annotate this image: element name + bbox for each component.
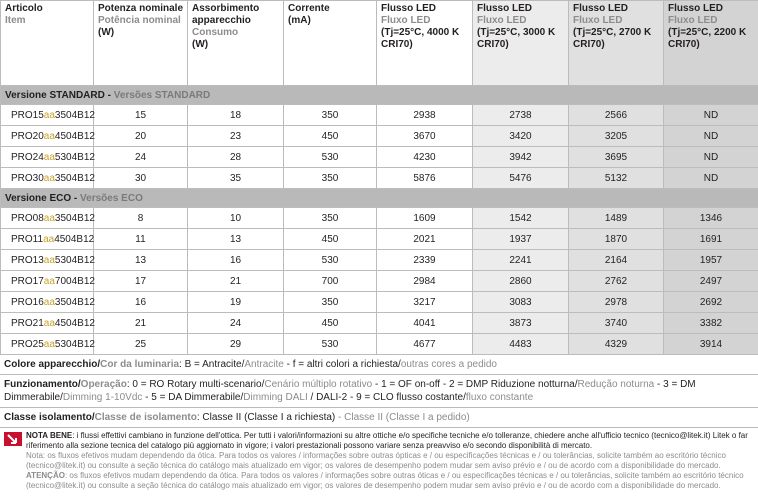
code-variant: aa bbox=[43, 151, 55, 163]
section-eco-it: Versione ECO bbox=[5, 192, 72, 204]
cell-consumption: 10 bbox=[188, 208, 284, 229]
table-row bbox=[1, 126, 758, 147]
cell-current: 350 bbox=[284, 292, 377, 313]
cell-flux-2200k: 1346 bbox=[664, 208, 758, 229]
cell-flux-2200k: 2497 bbox=[664, 271, 758, 292]
item-code bbox=[1, 292, 94, 313]
cell-flux-2200k: 2692 bbox=[664, 292, 758, 313]
table-row bbox=[1, 168, 758, 189]
cell-flux-3000k: 3083 bbox=[473, 292, 569, 313]
cell-flux-4000k: 3670 bbox=[377, 126, 473, 147]
table-row bbox=[1, 313, 758, 334]
code-part: 3504B12 bbox=[54, 296, 95, 308]
table-row bbox=[1, 105, 758, 126]
cell-current: 350 bbox=[284, 168, 377, 189]
cell-consumption: 28 bbox=[188, 147, 284, 168]
cell-flux-2200k: 3914 bbox=[664, 334, 758, 355]
cell-current: 700 bbox=[284, 271, 377, 292]
cell-flux-4000k: 2339 bbox=[377, 250, 473, 271]
cell-flux-4000k: 4041 bbox=[377, 313, 473, 334]
cell-consumption: 13 bbox=[188, 229, 284, 250]
code-part: 4504B12 bbox=[54, 233, 95, 245]
cell-flux-2200k: ND bbox=[664, 105, 758, 126]
cell-flux-2700k: 2164 bbox=[569, 250, 664, 271]
cell-flux-2700k: 2566 bbox=[569, 105, 664, 126]
cell-flux-2700k: 3695 bbox=[569, 147, 664, 168]
table-row bbox=[1, 334, 758, 355]
table-row bbox=[1, 147, 758, 168]
cell-power: 17 bbox=[94, 271, 188, 292]
cell-flux-2700k: 1870 bbox=[569, 229, 664, 250]
cell-consumption: 29 bbox=[188, 334, 284, 355]
code-part: PRO24 bbox=[11, 151, 44, 163]
cell-power: 30 bbox=[94, 168, 188, 189]
cell-flux-2200k: ND bbox=[664, 147, 758, 168]
code-part: PRO15 bbox=[11, 109, 44, 121]
cell-flux-4000k: 4230 bbox=[377, 147, 473, 168]
operation-note: Funzionamento/Operação: 0 = RO Rotary multi-scenario/Cenário múltiplo rotativo - 1 = OF on-off - 2 = DMP Riduzione notturna/Redução noturna - 3 = DM Dimmerabile/Dimming 1-10Vdc - 5 = DA Dimmerabile/Dimming DALI / DALI-2 - 9 = CLO flusso costante/fluxo constante bbox=[0, 374, 758, 407]
code-variant: aa bbox=[43, 296, 55, 308]
item-code bbox=[1, 250, 94, 271]
table-row bbox=[1, 229, 758, 250]
code-part: 5304B12 bbox=[54, 151, 95, 163]
cell-consumption: 24 bbox=[188, 313, 284, 334]
item-code bbox=[1, 229, 94, 250]
code-part: 5304B12 bbox=[54, 254, 95, 266]
code-part: 4504B12 bbox=[54, 317, 95, 329]
cell-flux-2700k: 2762 bbox=[569, 271, 664, 292]
cell-flux-4000k: 5876 bbox=[377, 168, 473, 189]
code-part: 3504B12 bbox=[54, 172, 95, 184]
code-part: PRO25 bbox=[11, 338, 44, 350]
code-variant: aa bbox=[43, 317, 55, 329]
table-row bbox=[1, 292, 758, 313]
item-code bbox=[1, 168, 94, 189]
cell-flux-4000k: 4677 bbox=[377, 334, 473, 355]
item-code bbox=[1, 334, 94, 355]
cell-flux-3000k: 3420 bbox=[473, 126, 569, 147]
section-eco-pt: Versões ECO bbox=[80, 192, 143, 204]
item-code bbox=[1, 105, 94, 126]
cell-flux-4000k: 3217 bbox=[377, 292, 473, 313]
cell-power: 8 bbox=[94, 208, 188, 229]
code-part: 3504B12 bbox=[54, 109, 95, 121]
cell-power: 25 bbox=[94, 334, 188, 355]
code-variant: aa bbox=[43, 275, 55, 287]
item-code bbox=[1, 271, 94, 292]
section-sep: - bbox=[71, 192, 81, 204]
nota-bene-text: NOTA BENE: i flussi effettivi cambiano in funzione dell'ottica. Per tutti i valori/informazioni su altre ottiche e/o specifiche tecniche e/o tolleranze, chiedere anche all'ufficio tecnico (tecnico@litek.it) Litek o far riferimento alla sezione tecnica del catalogo più aggiornato in vigore; i valori prestazionali possono variare senza preavviso e/o secondo disponibilità di mercato. Nota: os fluxos efetivos mudam dependendo da ótica. Para todos os valores / informações sobre outras ópticas e / ou especificações técnicas e / ou tolerâncias, solicite também ao escritório técnico (tecnico@litek.it) ou consulte a seção técnica do catálogo mais atualizado em vigor; os valores de desempenho podem mudar sem aviso prévio e / ou de acordo com a disponibilidade do mercado. ATENÇÃO: os fluxos efetivos mudam dependendo da ótica. Para todos os valores / informações sobre outras óticas e / ou especificações técnicas e / ou tolerâncias, solicite também ao escritório técnico (tecnico@litek.it) ou consulte a seção técnica do catálogo mais atualizado em vigor; os valores de desempenho podem mudar sem aviso prévio e / ou de acordo com a disponibilidade do mercado. bbox=[26, 431, 748, 490]
item-code bbox=[1, 147, 94, 168]
code-part: PRO17 bbox=[11, 275, 44, 287]
header-flux-3000k: Flusso LED Fluxo LED (Tj=25°C, 3000 K CRI70) bbox=[473, 1, 569, 86]
cell-flux-4000k: 1609 bbox=[377, 208, 473, 229]
table-row bbox=[1, 208, 758, 229]
code-part: 4504B12 bbox=[54, 130, 95, 142]
cell-flux-2200k: ND bbox=[664, 168, 758, 189]
cell-flux-2200k: 1691 bbox=[664, 229, 758, 250]
cell-flux-3000k: 1542 bbox=[473, 208, 569, 229]
cell-flux-3000k: 3873 bbox=[473, 313, 569, 334]
cell-consumption: 21 bbox=[188, 271, 284, 292]
header-current: Corrente (mA) bbox=[284, 1, 377, 86]
section-eco bbox=[1, 189, 758, 208]
cell-current: 450 bbox=[284, 229, 377, 250]
header-item: Articolo Item bbox=[1, 1, 94, 86]
header-flux-4000k: Flusso LED Fluxo LED (Tj=25°C, 4000 K CRI70) bbox=[377, 1, 473, 86]
section-standard-pt: Versões STANDARD bbox=[113, 89, 211, 101]
header-row bbox=[1, 1, 758, 86]
cell-power: 21 bbox=[94, 313, 188, 334]
code-part: PRO20 bbox=[11, 130, 44, 142]
standard-rows bbox=[1, 105, 758, 189]
cell-flux-4000k: 2984 bbox=[377, 271, 473, 292]
cell-flux-2200k: 3382 bbox=[664, 313, 758, 334]
header-consumption: Assorbimento apparecchio Consumo (W) bbox=[188, 1, 284, 86]
cell-power: 15 bbox=[94, 105, 188, 126]
item-code bbox=[1, 208, 94, 229]
color-note: Colore apparecchio/Cor da luminaria: B = Antracite/Antracite - f = altri colori a richiesta/outras cores a pedido bbox=[4, 359, 497, 370]
table-row bbox=[1, 271, 758, 292]
code-variant: aa bbox=[43, 130, 55, 142]
code-part: 3504B12 bbox=[54, 212, 95, 224]
cell-current: 350 bbox=[284, 208, 377, 229]
cell-flux-2200k: 1957 bbox=[664, 250, 758, 271]
cell-power: 24 bbox=[94, 147, 188, 168]
nota-bene bbox=[0, 427, 758, 491]
code-variant: aa bbox=[43, 172, 55, 184]
cell-flux-2700k: 4329 bbox=[569, 334, 664, 355]
header-flux-2700k: Flusso LED Fluxo LED (Tj=25°C, 2700 K CRI70) bbox=[569, 1, 664, 86]
code-part: PRO21 bbox=[11, 317, 44, 329]
code-variant: aa bbox=[43, 109, 55, 121]
cell-current: 530 bbox=[284, 147, 377, 168]
header-power: Potenza nominale Potência nominal (W) bbox=[94, 1, 188, 86]
cell-flux-2700k: 1489 bbox=[569, 208, 664, 229]
item-code bbox=[1, 313, 94, 334]
section-standard bbox=[1, 86, 758, 105]
code-part: PRO11 bbox=[11, 233, 44, 245]
cell-flux-3000k: 1937 bbox=[473, 229, 569, 250]
code-variant: aa bbox=[43, 338, 55, 350]
cell-flux-4000k: 2021 bbox=[377, 229, 473, 250]
cell-consumption: 23 bbox=[188, 126, 284, 147]
cell-power: 20 bbox=[94, 126, 188, 147]
code-part: PRO16 bbox=[11, 296, 44, 308]
code-variant: aa bbox=[43, 233, 55, 245]
warning-arrow-icon bbox=[4, 432, 22, 446]
section-standard-it: Versione STANDARD bbox=[5, 89, 105, 101]
cell-flux-3000k: 4483 bbox=[473, 334, 569, 355]
code-part: 7004B12 bbox=[54, 275, 95, 287]
cell-current: 450 bbox=[284, 313, 377, 334]
cell-consumption: 16 bbox=[188, 250, 284, 271]
code-part: PRO30 bbox=[11, 172, 44, 184]
section-sep: - bbox=[104, 89, 114, 101]
cell-current: 530 bbox=[284, 250, 377, 271]
cell-consumption: 35 bbox=[188, 168, 284, 189]
cell-power: 11 bbox=[94, 229, 188, 250]
cell-flux-2200k: ND bbox=[664, 126, 758, 147]
eco-rows bbox=[1, 208, 758, 355]
cell-flux-3000k: 2241 bbox=[473, 250, 569, 271]
table-row bbox=[1, 250, 758, 271]
cell-current: 450 bbox=[284, 126, 377, 147]
item-code bbox=[1, 126, 94, 147]
insulation-class-note: Classe isolamento/Classe de isolamento: Classe II (Classe I a richiesta) - Classe II (Classe I a pedido) bbox=[0, 407, 758, 427]
cell-flux-2700k: 2978 bbox=[569, 292, 664, 313]
code-variant: aa bbox=[43, 254, 55, 266]
cell-current: 350 bbox=[284, 105, 377, 126]
code-variant: aa bbox=[43, 212, 55, 224]
code-part: PRO13 bbox=[11, 254, 44, 266]
cell-consumption: 18 bbox=[188, 105, 284, 126]
cell-flux-3000k: 5476 bbox=[473, 168, 569, 189]
header-flux-2200k: Flusso LED Fluxo LED (Tj=25°C, 2200 K CRI70) bbox=[664, 1, 758, 86]
cell-flux-4000k: 2938 bbox=[377, 105, 473, 126]
cell-current: 530 bbox=[284, 334, 377, 355]
cell-flux-2700k: 5132 bbox=[569, 168, 664, 189]
cell-flux-2700k: 3740 bbox=[569, 313, 664, 334]
cell-flux-3000k: 3942 bbox=[473, 147, 569, 168]
cell-flux-3000k: 2860 bbox=[473, 271, 569, 292]
cell-flux-3000k: 2738 bbox=[473, 105, 569, 126]
code-part: 5304B12 bbox=[54, 338, 95, 350]
cell-power: 16 bbox=[94, 292, 188, 313]
cell-flux-2700k: 3205 bbox=[569, 126, 664, 147]
cell-power: 13 bbox=[94, 250, 188, 271]
cell-consumption: 19 bbox=[188, 292, 284, 313]
code-part: PRO08 bbox=[11, 212, 44, 224]
